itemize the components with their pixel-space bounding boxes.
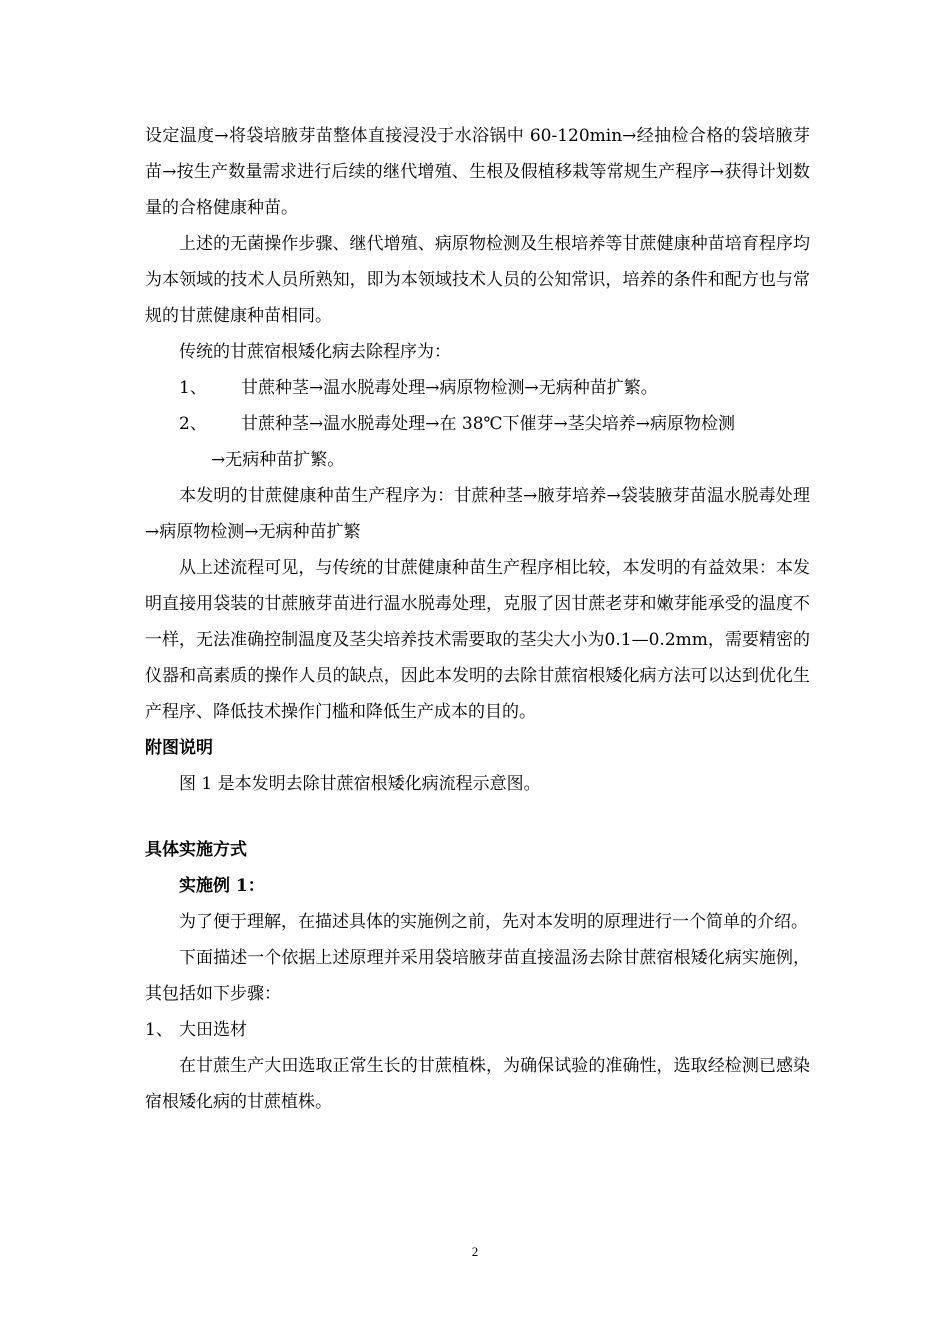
list-number: 1、 [179, 378, 207, 398]
paragraph-beneficial-effects: 从上述流程可见，与传统的甘蔗健康种苗生产程序相比较，本发明的有益效果：本发明直接用袋装的甘蔗腋芽苗进行温水脱毒处理，克服了因甘蔗老芽和嫩芽能承受的温度不一样，无法准确控制温度及茎尖培养技术需要取的茎尖大小为0.1—0.2mm，需要精密的仪器和高素质的操作人员的缺点，因此本发明的去除甘蔗宿根矮化病方法可以达到优化生产程序、降低技术操作门槛和降低生产成本的目的。 [145, 558, 810, 722]
paragraph-invention-procedure: 本发明的甘蔗健康种苗生产程序为：甘蔗种茎→腋芽培养→袋装腋芽苗温水脱毒处理→病原物检测→无病种苗扩繁 [145, 486, 810, 542]
paragraph-example-steps: 下面描述一个依据上述原理并采用袋培腋芽苗直接温汤去除甘蔗宿根矮化病实施例，其包括如下步骤： [145, 948, 810, 1004]
list-item-traditional-1 [145, 370, 810, 406]
heading-figure-description: 附图说明 [145, 738, 213, 758]
heading-embodiment: 具体实施方式 [145, 840, 247, 860]
paragraph-figure-1: 图 1 是本发明去除甘蔗宿根矮化病流程示意图。 [179, 774, 541, 794]
page-number: 2 [471, 1244, 479, 1259]
paragraph-traditional-intro: 传统的甘蔗宿根矮化病去除程序为： [179, 342, 451, 362]
step-title: 大田选材 [179, 1020, 247, 1040]
paragraph-common-knowledge: 上述的无菌操作步骤、继代增殖、病原物检测及生根培养等甘蔗健康种苗培育程序均为本领域的技术人员所熟知，即为本领域技术人员的公知常识，培养的条件和配方也与常规的甘蔗健康种苗相同。 [145, 234, 810, 326]
paragraph-principle-intro: 为了便于理解，在描述具体的实施例之前，先对本发明的原理进行一个简单的介绍。 [179, 912, 808, 932]
step-heading-1 [145, 1012, 810, 1048]
list-text-continuation: →无病种苗扩繁。 [211, 450, 345, 470]
heading-example-1: 实施例 1： [179, 876, 265, 896]
list-text: 甘蔗种茎→温水脱毒处理→在 38℃下催芽→茎尖培养→病原物检测 [241, 414, 736, 434]
step-number: 1、 [145, 1020, 173, 1040]
list-text: 甘蔗种茎→温水脱毒处理→病原物检测→无病种苗扩繁。 [241, 378, 658, 398]
page-content [145, 118, 810, 1120]
list-number: 2、 [179, 414, 207, 434]
list-item-traditional-2 [145, 406, 810, 478]
paragraph-process-continuation: 设定温度→将袋培腋芽苗整体直接浸没于水浴锅中 60-120min→经抽检合格的袋培腋芽苗→按生产数量需求进行后续的继代增殖、生根及假植移栽等常规生产程序→获得计划数量的合格健康种苗。 [145, 126, 810, 218]
paragraph-field-selection: 在甘蔗生产大田选取正常生长的甘蔗植株，为确保试验的准确性，选取经检测已感染宿根矮化病的甘蔗植株。 [145, 1056, 810, 1112]
